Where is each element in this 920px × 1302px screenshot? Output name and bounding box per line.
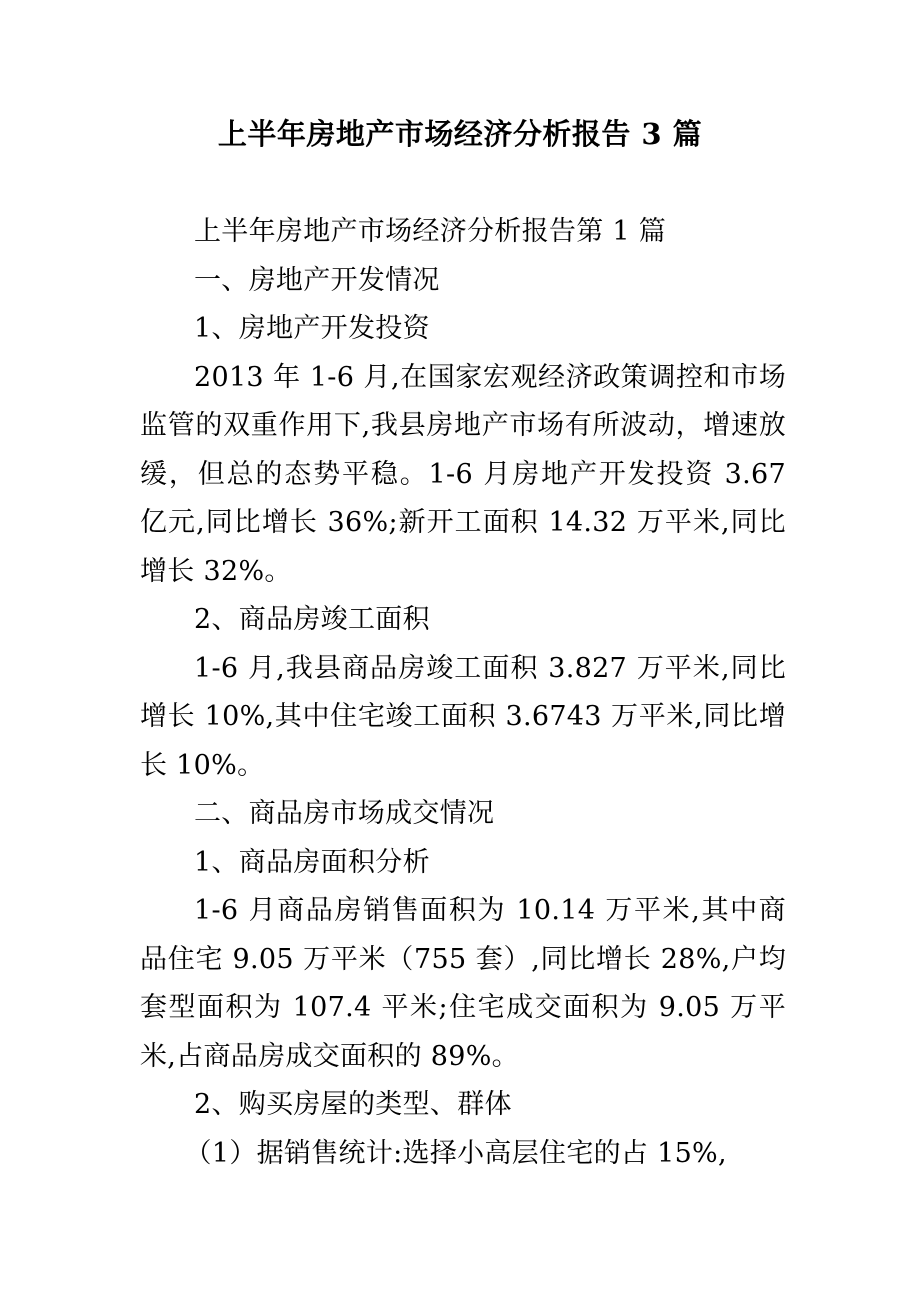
document-body: [140, 208, 786, 1178]
paragraph: 1-6 月,我县商品房竣工面积 3.827 万平米,同比增长 10%,其中住宅竣工面积 3.6743 万平米,同比增长 10%。: [140, 652, 786, 781]
subsection-heading: 1、房地产开发投资: [194, 313, 430, 344]
subsection-heading: 2、商品房竣工面积: [194, 604, 430, 635]
chapter-heading: 二、商品房市场成交情况: [194, 798, 495, 829]
paragraph: 1-6 月商品房销售面积为 10.14 万平米,其中商品住宅 9.05 万平米（755 套）,同比增长 28%,户均套型面积为 107.4 平米;住宅成交面积为 9.05 万平米,占商品房成交面积的 89%。: [140, 895, 786, 1072]
subsection-heading: 2、购买房屋的类型、群体: [194, 1089, 512, 1120]
chapter-heading: 一、房地产开发情况: [194, 264, 440, 296]
section-heading: 上半年房地产市场经济分析报告第 1 篇: [194, 216, 667, 247]
paragraph: （1）据销售统计:选择小高层住宅的占 15%,: [184, 1137, 727, 1169]
subsection-heading: 1、商品房面积分析: [194, 846, 430, 878]
document-title: 上半年房地产市场经济分析报告 3 篇: [217, 117, 703, 151]
paragraph: 2013 年 1-6 月,在国家宏观经济政策调控和市场监管的双重作用下,我县房地产市场有所波动，增速放缓，但总的态势平稳。1-6 月房地产开发投资 3.67 亿元,同比增长 36%;新开工面积 14.32 万平米,同比增长 32%。: [140, 361, 786, 587]
